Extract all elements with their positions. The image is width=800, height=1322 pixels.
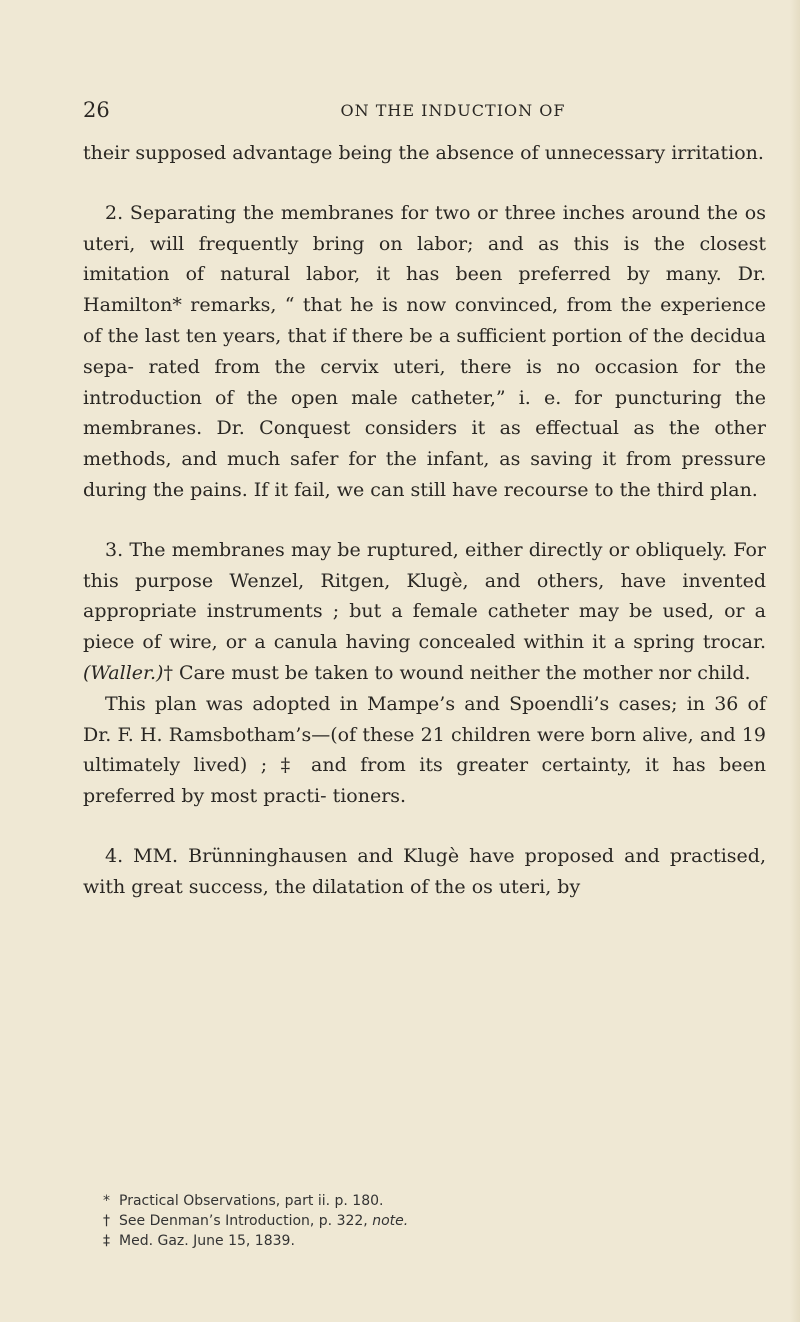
- footnote-1: [103, 1191, 703, 1211]
- footnotes: [103, 1191, 703, 1251]
- page-number: 26: [83, 98, 110, 122]
- paragraph-plan-adopted: This plan was adopted in Mampe’s and Spoendli’s cases; in 36 of Dr. F. H. Ramsbotham’s—(of these 21 children were born alive, and 19 ultimately lived) ; ‡ and from its greater certainty, it has been preferred by most practi- tioners.: [83, 692, 766, 808]
- paragraph-continuation: their supposed advantage being the absence of unnecessary irritation.: [83, 142, 764, 164]
- footnote-mark: ‡: [103, 1233, 110, 1249]
- page-edge: [790, 0, 800, 1322]
- footnote-text: Practical Observations, part ii. p. 180.: [119, 1193, 384, 1209]
- paragraph-3-rupture-membranes: [83, 535, 766, 689]
- footnote-italic: note.: [372, 1213, 409, 1229]
- footnote-2: [103, 1211, 703, 1231]
- paragraph-3-text-b: † Care must be taken to wound neither the mother nor child.: [163, 661, 751, 684]
- footnote-3: [103, 1231, 703, 1251]
- footnote-text: Med. Gaz. June 15, 1839.: [119, 1233, 295, 1249]
- paragraph-4-dilatation: 4. MM. Brünninghausen and Klugè have proposed and practised, with great success, the dilatation of the os uteri, by: [83, 844, 766, 898]
- paragraph-2-separating-membranes: 2. Separating the membranes for two or three inches around the os uteri, will frequently bring on labor; and as this is the closest imitation of natural labor, it has been preferred by many. Dr. Hamilton* remarks, “ that he is now convinced, from the experience of the last ten years, that if there be a sufficient portion of the decidua sepa- rated from the cervix uteri, there is no occasion for the introduction of the open male catheter,” i. e. for puncturing the membranes. Dr. Conquest considers it as effectual as the other methods, and much safer for the infant, as saving it from pressure during the pains. If it fail, we can still have recourse to the third plan.: [83, 201, 766, 501]
- footnote-text: See Denman’s Introduction, p. 322,: [119, 1213, 373, 1229]
- body-text: [83, 138, 766, 903]
- paragraph-3-citation: (Waller.): [83, 661, 164, 684]
- page-header: [83, 98, 743, 122]
- paragraph-3-text-a: 3. The membranes may be ruptured, either directly or obliquely. For this purpose Wenzel, Ritgen, Klugè, and others, have invented appropriate instruments ; but a female catheter may be used, or a piece of wire, or a canula having concealed within it a spring trocar.: [83, 538, 766, 654]
- footnote-mark: *: [103, 1193, 110, 1209]
- footnote-mark: †: [103, 1213, 110, 1229]
- running-head: ON THE INDUCTION OF: [340, 101, 566, 120]
